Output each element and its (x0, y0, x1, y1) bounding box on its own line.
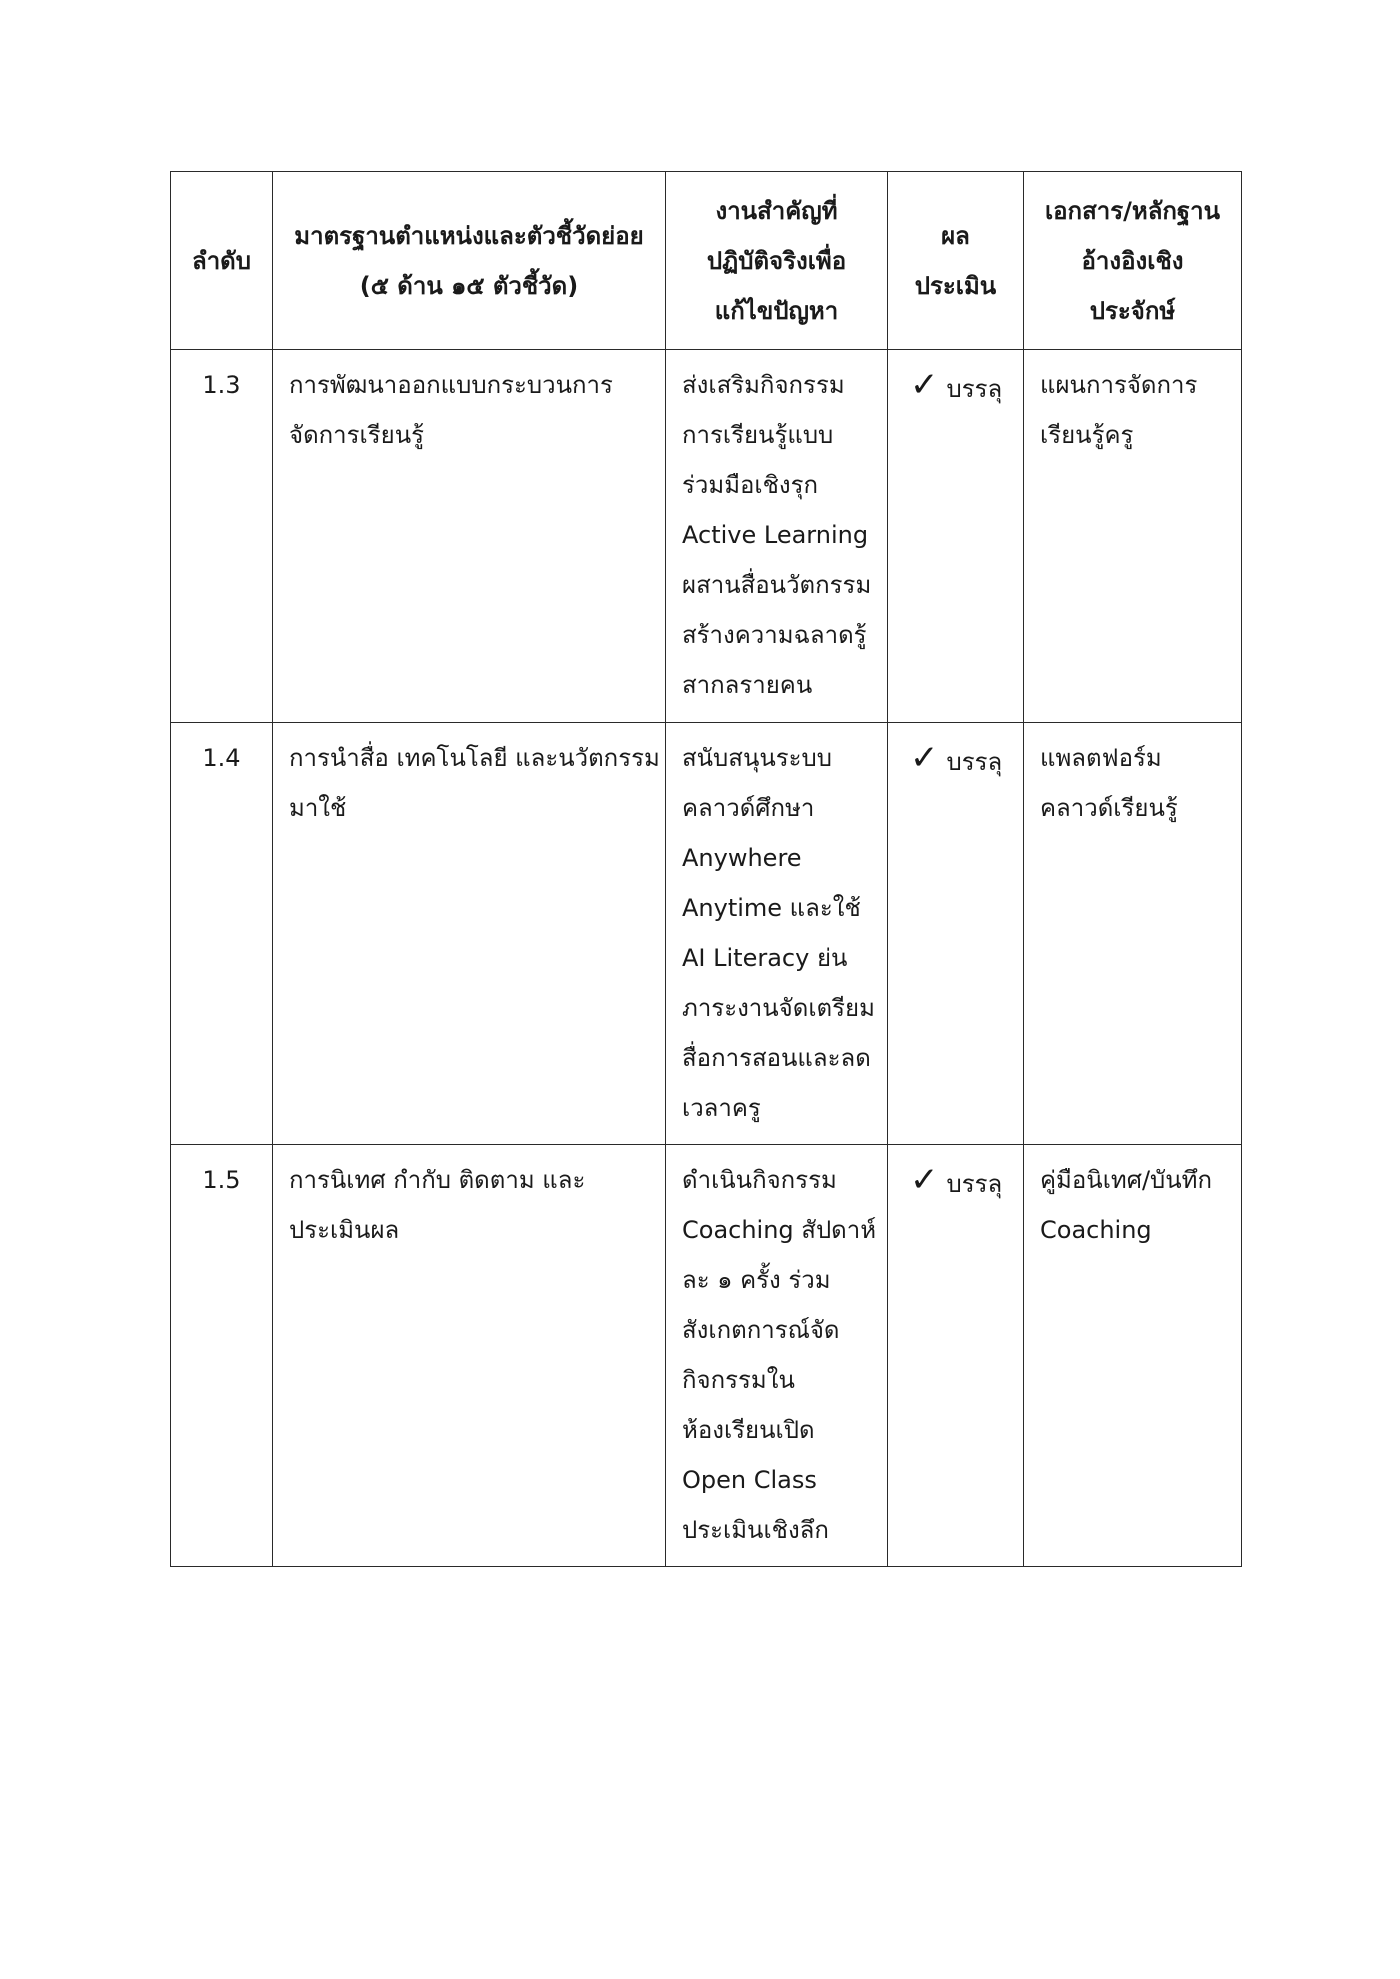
row-number-cell (171, 723, 273, 1145)
header-evidence-line: ประจักษ์ (1089, 296, 1176, 325)
standard-line: การพัฒนาออกแบบกระบวนการ (289, 371, 613, 399)
task-line: ประเมินเชิงลึก (682, 1516, 829, 1544)
task-line: ส่งเสริมกิจกรรม (682, 371, 845, 399)
evidence-cell (1024, 723, 1242, 1145)
result-cell (888, 1145, 1024, 1567)
task-line: คลาวด์ศึกษา (682, 794, 815, 822)
evidence-cell (1024, 1145, 1242, 1567)
task-cell (666, 1145, 888, 1567)
task-line: สนับสนุนระบบ (682, 744, 832, 772)
result-status: บรรลุ (946, 748, 1003, 776)
task-cell (666, 350, 888, 723)
checkmark-icon: ✓ (910, 1160, 939, 1200)
row-number: 1.5 (202, 1166, 241, 1194)
task-line: Active Learning (682, 521, 869, 549)
task-line: สากลรายคน (682, 671, 813, 699)
header-result-line: ผล (941, 221, 970, 250)
table-row (171, 723, 1242, 1145)
table-row (171, 1145, 1242, 1567)
standard-line: มาใช้ (289, 794, 347, 822)
standard-line: ประเมินผล (289, 1216, 400, 1244)
standard-line: การนำสื่อ เทคโนโลยี และนวัตกรรม (289, 744, 660, 772)
task-line: ดำเนินกิจกรรม (682, 1166, 837, 1194)
evidence-line: แผนการจัดการ (1040, 371, 1198, 399)
task-line: ภาระงานจัดเตรียม (682, 994, 875, 1022)
result-cell (888, 723, 1024, 1145)
task-line: ร่วมมือเชิงรุก (682, 471, 819, 499)
header-standard (273, 172, 666, 350)
task-line: Coaching สัปดาห์ (682, 1216, 877, 1244)
checkmark-icon: ✓ (910, 738, 939, 778)
header-evidence-line: อ้างอิงเชิง (1081, 246, 1184, 275)
header-evidence-line: เอกสาร/หลักฐาน (1044, 196, 1221, 225)
checkmark-icon: ✓ (910, 365, 939, 405)
header-result (888, 172, 1024, 350)
header-no-label: ลำดับ (191, 246, 251, 275)
row-number: 1.3 (202, 371, 241, 399)
evidence-line: Coaching (1040, 1216, 1152, 1244)
header-standard-line: มาตรฐานตำแหน่งและตัวชี้วัดย่อย (294, 221, 644, 250)
standard-cell (273, 1145, 666, 1567)
evidence-line: เรียนรู้ครู (1040, 421, 1134, 449)
row-number-cell (171, 350, 273, 723)
task-line: Anywhere (682, 844, 802, 872)
task-cell (666, 723, 888, 1145)
standard-cell (273, 723, 666, 1145)
row-number-cell (171, 1145, 273, 1567)
evidence-cell (1024, 350, 1242, 723)
task-line: ห้องเรียนเปิด (682, 1416, 815, 1444)
header-no (171, 172, 273, 350)
header-task-line: งานสำคัญที่ (715, 196, 838, 225)
header-result-line: ประเมิน (914, 271, 997, 300)
header-evidence (1024, 172, 1242, 350)
header-task (666, 172, 888, 350)
task-line: การเรียนรู้แบบ (682, 421, 834, 449)
task-line: สังเกตการณ์จัด (682, 1316, 840, 1344)
task-line: เวลาครู (682, 1094, 761, 1122)
task-line: สร้างความฉลาดรู้ (682, 621, 867, 649)
table-header-row (171, 172, 1242, 350)
task-line: สื่อการสอนและลด (682, 1044, 871, 1072)
standard-line: การนิเทศ กำกับ ติดตาม และ (289, 1166, 586, 1194)
evidence-line: คลาวด์เรียนรู้ (1040, 794, 1178, 822)
standard-line: จัดการเรียนรู้ (289, 421, 424, 449)
task-line: Open Class (682, 1466, 817, 1494)
task-line: กิจกรรมใน (682, 1366, 795, 1394)
task-line: Anytime และใช้ (682, 894, 861, 922)
evidence-line: แพลตฟอร์ม (1040, 744, 1162, 772)
header-task-line: ปฏิบัติจริงเพื่อ (706, 246, 847, 275)
header-task-line: แก้ไขปัญหา (714, 296, 839, 325)
standard-cell (273, 350, 666, 723)
task-line: AI Literacy ย่น (682, 944, 848, 972)
result-status: บรรลุ (946, 375, 1003, 403)
table-row (171, 350, 1242, 723)
result-status: บรรลุ (946, 1170, 1003, 1198)
result-cell (888, 350, 1024, 723)
evidence-line: คู่มือนิเทศ/บันทึก (1040, 1166, 1213, 1194)
header-standard-line: (๕ ด้าน ๑๕ ตัวชี้วัด) (359, 271, 579, 300)
task-line: ละ ๑ ครั้ง ร่วม (682, 1266, 831, 1294)
row-number: 1.4 (202, 744, 241, 772)
task-line: ผสานสื่อนวัตกรรม (682, 571, 872, 599)
evaluation-table (170, 171, 1242, 1567)
